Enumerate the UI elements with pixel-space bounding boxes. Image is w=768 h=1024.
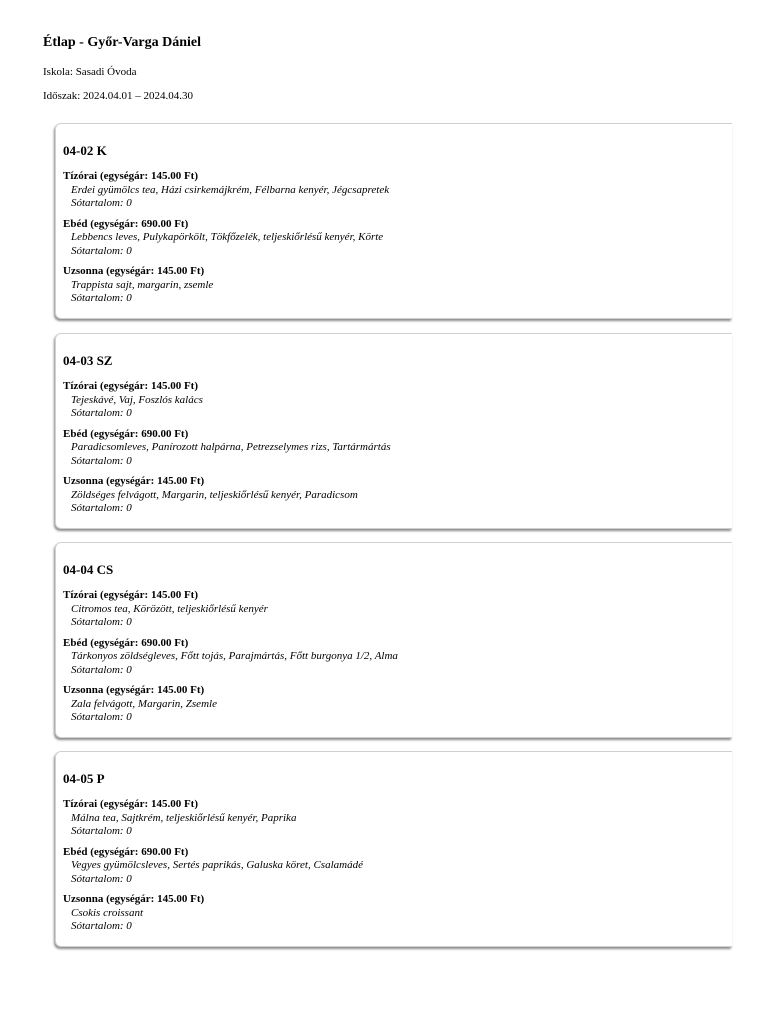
meal-salt-content: Sótartalom: 0 bbox=[71, 502, 132, 514]
meal-items: Citromos tea, Körözött, teljeskiőrlésű kenyér bbox=[71, 602, 268, 615]
meal-items: Erdei gyümölcs tea, Házi csirkemájkrém, Félbarna kenyér, Jégcsapretek bbox=[71, 183, 390, 196]
school-line: Iskola: Sasadi Óvoda bbox=[43, 66, 137, 78]
meal-heading: Ebéd (egységár: 690.00 Ft) bbox=[63, 427, 189, 440]
meal-items: Vegyes gyümölcsleves, Sertés paprikás, Galuska köret, Csalamádé bbox=[71, 859, 363, 871]
meal-salt-content: Sótartalom: 0 bbox=[71, 872, 132, 885]
meal-tizorai bbox=[63, 798, 732, 839]
meal-salt-content: Sótartalom: 0 bbox=[71, 920, 132, 932]
meal-heading: Ebéd (egységár: 690.00 Ft) bbox=[63, 636, 189, 649]
meal-items: Trappista sajt, margarin, zsemle bbox=[71, 278, 214, 291]
meal-salt-content: Sótartalom: 0 bbox=[71, 616, 132, 628]
meal-ebed bbox=[63, 846, 732, 887]
day-card bbox=[55, 751, 732, 947]
meal-ebed bbox=[63, 218, 732, 259]
meal-items: Paradicsomleves, Panírozott halpárna, Petrezselymes rizs, Tartármártás bbox=[71, 441, 391, 453]
meal-heading: Uzsonna (egységár: 145.00 Ft) bbox=[63, 893, 205, 905]
meal-salt-content: Sótartalom: 0 bbox=[71, 292, 132, 304]
meal-uzsonna bbox=[63, 893, 732, 934]
meal-items: Zala felvágott, Margarin, Zsemle bbox=[71, 697, 217, 710]
meal-items: Tárkonyos zöldségleves, Főtt tojás, Parajmártás, Főtt burgonya 1/2, Alma bbox=[71, 650, 398, 662]
meal-heading: Uzsonna (egységár: 145.00 Ft) bbox=[63, 475, 205, 487]
day-card bbox=[55, 123, 732, 319]
day-title: 04-05 P bbox=[63, 771, 105, 786]
day-title: 04-03 SZ bbox=[63, 353, 113, 368]
period-line: Időszak: 2024.04.01 – 2024.04.30 bbox=[43, 90, 194, 102]
meal-heading: Uzsonna (egységár: 145.00 Ft) bbox=[63, 265, 205, 277]
page-title: Étlap - Győr-Varga Dániel bbox=[43, 35, 202, 50]
meal-items: Tejeskávé, Vaj, Foszlós kalács bbox=[71, 393, 203, 406]
meal-items: Zöldséges felvágott, Margarin, teljeskiőrlésű kenyér, Paradicsom bbox=[71, 488, 358, 501]
document-header bbox=[43, 34, 723, 103]
meal-salt-content: Sótartalom: 0 bbox=[71, 711, 132, 723]
day-title: 04-02 K bbox=[63, 143, 107, 158]
meal-uzsonna bbox=[63, 265, 732, 306]
meal-items: Lebbencs leves, Pulykapörkölt, Tökfőzelék, teljeskiőrlésű kenyér, Körte bbox=[71, 231, 384, 243]
day-card bbox=[55, 333, 732, 529]
meal-heading: Ebéd (egységár: 690.00 Ft) bbox=[63, 845, 189, 858]
meal-uzsonna bbox=[63, 475, 732, 516]
meal-items: Csokis croissant bbox=[71, 906, 144, 919]
meal-ebed bbox=[63, 637, 732, 678]
day-card bbox=[55, 542, 732, 738]
meal-heading: Ebéd (egységár: 690.00 Ft) bbox=[63, 217, 189, 230]
meal-heading: Tízórai (egységár: 145.00 Ft) bbox=[63, 170, 199, 182]
meal-salt-content: Sótartalom: 0 bbox=[71, 407, 132, 419]
meal-salt-content: Sótartalom: 0 bbox=[71, 197, 132, 209]
meal-tizorai bbox=[63, 589, 732, 630]
meal-uzsonna bbox=[63, 684, 732, 725]
meal-heading: Tízórai (egységár: 145.00 Ft) bbox=[63, 798, 199, 810]
meal-tizorai bbox=[63, 170, 732, 211]
meal-ebed bbox=[63, 428, 732, 469]
meal-salt-content: Sótartalom: 0 bbox=[71, 454, 132, 467]
day-title: 04-04 CS bbox=[63, 562, 114, 577]
meal-salt-content: Sótartalom: 0 bbox=[71, 825, 132, 837]
meal-heading: Tízórai (egységár: 145.00 Ft) bbox=[63, 380, 199, 392]
meal-heading: Tízórai (egységár: 145.00 Ft) bbox=[63, 589, 199, 601]
meal-salt-content: Sótartalom: 0 bbox=[71, 244, 132, 257]
meal-tizorai bbox=[63, 380, 732, 421]
meal-items: Málna tea, Sajtkrém, teljeskiőrlésű kenyér, Paprika bbox=[71, 811, 297, 824]
meal-heading: Uzsonna (egységár: 145.00 Ft) bbox=[63, 684, 205, 696]
meal-salt-content: Sótartalom: 0 bbox=[71, 663, 132, 676]
